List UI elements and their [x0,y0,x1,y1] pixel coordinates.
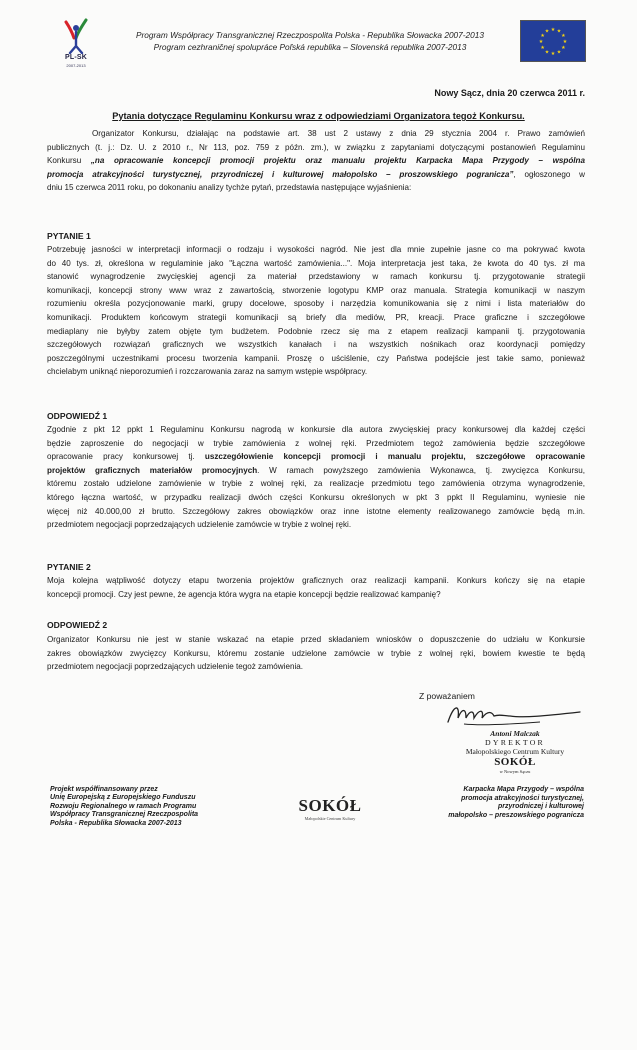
closing-greeting: Z poważaniem [419,691,475,701]
eu-flag-icon [520,20,586,62]
question-2-heading: PYTANIE 2 [47,562,91,572]
pl-sk-logo-subtext: 2007-2013 [66,63,86,68]
footer-left-line: Polska - Republika Słowacka 2007-2013 [50,819,182,827]
eu-star-icon: ★ [556,49,562,56]
intro-line: Konkursu „na opracowanie koncepcji promocji projektu oraz manualu projektu Karpacka Mapa Przygody – wspólna [47,156,585,166]
answer-1-heading: ODPOWIEDŹ 1 [47,411,108,421]
question-2-text [47,574,585,601]
question-1-line: komunikacji, koncepcji strony www wraz z zawartością, stworzenie logotypu KMP oraz manuala. Strategia komunikacji w naszym [47,285,585,295]
footer-left-line: Współpracy Transgranicznej Rzeczpospolita [50,811,199,819]
stamp-sokol-logo: SOKÓŁ [494,756,536,768]
footer-project-name [404,786,584,820]
pl-sk-logo-text: PL-SK [65,54,87,61]
eu-star-icon: ★ [550,51,556,57]
program-name-polish: Program Współpracy Transgranicznej Rzeczpospolita Polska - Republika Słowacka 2007-2013 [135,30,485,40]
footer-left-line: Projekt współfinansowany przez [50,786,158,793]
footer-right-line: promocja atrakcyjności turystycznej, [461,794,584,802]
footer-cofinancing-note [50,786,198,828]
handwritten-signature [444,700,584,730]
intro-line: Organizator Konkursu, działając na podstawie art. 38 ust 2 ustawy z dnia 29 stycznia 2004 r. Prawo zamówień [92,129,585,138]
question-1-line: Potrzebuję jasności w interpretacji informacji o rodzaju i wysokości nagród. Nie jest dla mnie zupełnie jasne co ma pokrywać kwota [47,245,585,254]
answer-1-line: opracowanie pracy konkursowej tj. uszczegółowienie koncepcji promocji i manualu projektu, szczegółowe opracowanie [47,452,585,462]
eu-star-icon: ★ [556,28,562,35]
question-1-line: chcielabym uniknąć nieporozumień i rozczarowania zaraz na samym wstępie współpracy. [47,367,368,377]
pl-sk-figure-icon [56,18,96,54]
eu-star-icon: ★ [562,39,568,45]
answer-1-line: więcej niż 40.000,00 zł brutto. Szczegółowy zakres obowiązków oraz inne istotne elementy realizowanego zamówcie będą m.in. [47,506,585,516]
answer-2-heading: ODPOWIEDŹ 2 [47,620,108,630]
footer-right-line: przyrodniczej i kulturowej [498,803,584,811]
footer-sokol-logo: SOKÓŁ [298,796,362,815]
signatory-role: DYREKTOR [485,738,545,747]
document-title: Pytania dotyczące Regulaminu Konkursu wraz z odpowiedziami Organizatora tegoż Konkursu. [112,111,525,121]
question-1-heading: PYTANIE 1 [47,231,91,241]
pl-sk-program-logo [56,18,96,74]
eu-star-icon: ★ [544,49,550,56]
eu-star-icon: ★ [544,28,550,35]
footer-right-line: Karpacka Mapa Przygody – wspólna [463,786,584,793]
answer-2-line: przedmiotem negocjacji poprzedzających udzielenie tegoż zamówienia. [47,662,303,672]
answer-2-line: zakres obowiązków zwycięzcy Konkursu, któremu zostanie udzielone zamówcie w trybie z wolnej ręki, bowiem kwestie te będą [47,648,585,658]
answer-1-line: będzie zaproszenie do negocjacji w trybie zamówienia z wolnej ręki. Przedmiotem tegoż zamówienia będzie szczegółowe [47,438,585,448]
question-1-line: rozumieniu określa pozycjonowanie marki, grupy docelowe, sposoby i narzędzia komunikowania się z nimi i lista materiałów do [47,299,585,309]
question-1-line: komunikacji. Produktem końcowym strategii komunikacji są briefy dla mediów, PR, kreacji. Prace graficzne i szczegółowe [47,312,585,322]
signatory-name: Antoni Malczak [490,729,540,738]
answer-1-text [47,423,585,532]
eu-star-icon: ★ [540,33,545,39]
question-1-line: poszczególnymi uczestnikami procesu tworzenia kampanii. Proszę o uściślenie, czy Państwa podejście jest takie samo, ponieważ [47,353,585,363]
answer-1-line: Zgodnie z pkt 12 ppkt 1 Regulaminu Konkursu nagrodą w konkursie dla autora zwycięskiej pracy konkursowej dla każdej części [47,425,585,434]
question-1-text [47,243,585,379]
question-1-line: mediaplany nie byłyby zatem objęte tym budżetem. Podobnie rzecz się ma z etapem realizacji kampanii tj. przygotowania [47,326,585,336]
eu-star-icon: ★ [561,45,566,51]
question-1-line: do 40 tys. zł, określona w regulaminie jako "Łączna wartość zamówienia...". Moja interpretacja jest taka, że kwota do 40 tys. zł ma [47,258,585,268]
answer-1-line: przedmiotem negocjacji poprzedzających udzielenie zamówcie w trybie z wolnej ręki. [47,520,352,530]
question-2-line: koncepcji promocji. Czy jest pewne, że agencja która wygra na etapie koncepcji będzie realizować kampanię? [47,589,441,599]
date-line: Nowy Sącz, dnia 20 czerwca 2011 r. [434,88,585,98]
intro-paragraph [47,127,585,195]
answer-1-line: którego łączna wartość, w przypadku realizacji dwóch części Konkursu określonych w pkt 3 ppkt II Regulaminu, wyniesie nie [47,492,585,502]
intro-line: dniu 15 czerwca 2011 roku, po dokonaniu analizy tychże pytań, przedstawia następujące wyjaśnienia: [47,183,412,193]
intro-line: promocja atrakcyjności turystycznej, przyrodniczej i kulturowej małopolsko – proszowskiego pogranicza”, ogłoszonego w [47,169,585,179]
answer-2-line: Organizator Konkursu nie jest w stanie wskazać na etapie przed składaniem wniosków o dopuszczenie do udziału w Konkursie [47,635,585,644]
signatory-organization: Małopolskiego Centrum Kultury [465,747,565,756]
program-name-slovak: Program cezhraničnej spolupráce Poľská republika – Slovenská republika 2007-2013 [153,42,467,52]
question-2-line: Moja kolejna wątpliwość dotyczy etapu tworzenia projektów graficznych oraz realizacji kampanii. Konkurs kończy się na etapie [47,576,585,585]
eu-star-icon: ★ [550,27,556,33]
eu-star-icon: ★ [540,45,545,51]
question-1-line: stanowić wynagrodzenie zwycięskiej agencji za materiał przedstawiony w ramach konkursu tj. przygotowanie strategii [47,272,585,282]
eu-star-icon: ★ [538,39,544,45]
intro-line: publicznych (t. j.: Dz. U. z 2010 r., Nr 113, poz. 759 z późn. zm.), w związku z zapytaniami dotyczącymi postanowień Regulaminu [47,142,585,152]
footer-sokol-subtext: Małopolskie Centrum Kultury [304,816,356,821]
answer-1-line: projektów graficznych materiałów promocyjnych. W ramach powyższego zamówienia Wykonawca, tj. zwycięzca Konkursu, [47,465,585,475]
question-1-line: szczegółowych rozwiązań graficznych we wszystkich kanałach i na wszystkich nośnikach oraz koordynacji pomiędzy [47,340,585,350]
footer-right-line: małopolsko – preszowskiego pogranicza [448,811,584,819]
footer-left-line: Rozwoju Regionalnego w ramach Programu [50,802,197,810]
stamp-sokol-subtext: w Nowym Sączu [499,769,531,774]
footer-left-line: Unię Europejską z Europejskiego Funduszu [50,794,196,802]
eu-star-icon: ★ [561,33,566,39]
answer-1-line: któremu zostało udzielone zamówienie w trybie z wolnej ręki, za realizacje przedmiotu tego zamówienia otrzyma wynagrodzenie, [47,479,585,489]
answer-2-text [47,633,585,674]
